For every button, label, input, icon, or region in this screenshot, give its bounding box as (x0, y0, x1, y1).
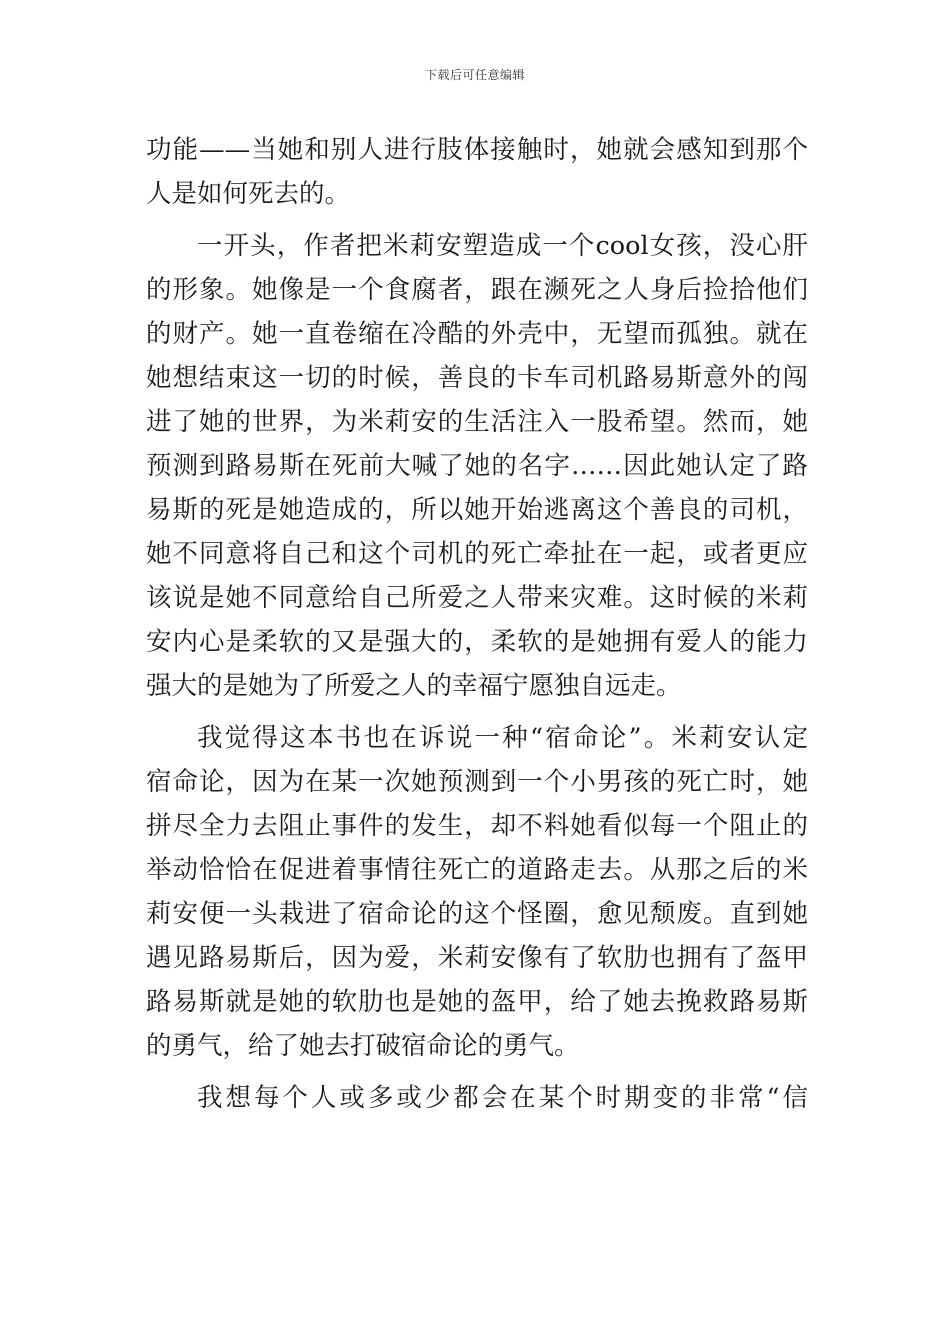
paragraph-3 (146, 716, 808, 1068)
text-line: 人是如何死去的。 (146, 179, 351, 209)
text-line: 一开头，作者把米莉安塑造成一个cool女孩，没心肝 (197, 231, 808, 261)
text-line: 我想每个人或多或少都会在某个时期变的非常“信 (197, 1083, 808, 1113)
text-line: 她不同意将自己和这个司机的死亡牵扯在一起，或者更应 (146, 539, 808, 569)
text-line: 路易斯就是她的软肋也是她的盔甲，给了她去挽救路易斯 (146, 987, 808, 1017)
text-line: 该说是她不同意给自己所爱之人带来灾难。这时候的米莉 (146, 583, 808, 613)
text-line: 举动恰恰在促进着事情往死亡的道路走去。从那之后的米 (146, 855, 808, 885)
text-line: 强大的是她为了所爱之人的幸福宁愿独自远走。 (146, 671, 682, 701)
text-line: 的形象。她像是一个食腐者，跟在濒死之人身后捡拾他们 (146, 275, 808, 305)
text-line: 遇见路易斯后，因为爱，米莉安像有了软肋也拥有了盔甲 (146, 943, 808, 973)
paragraph-2 (146, 224, 808, 708)
text-line: 预测到路易斯在死前大喊了她的名字……因此她认定了路 (146, 451, 808, 481)
text-line: 宿命论，因为在某一次她预测到一个小男孩的死亡时，她 (146, 767, 808, 797)
text-line: 进了她的世界，为米莉安的生活注入一股希望。然而，她 (146, 407, 808, 437)
document-body (146, 128, 808, 1120)
page-header: 下载后可任意编辑 (424, 68, 525, 82)
text-line: 功能——当她和别人进行肢体接触时，她就会感知到那个 (146, 135, 808, 165)
text-line: 我觉得这本书也在诉说一种“宿命论”。米莉安认定 (197, 723, 808, 753)
text-line: 拼尽全力去阻止事件的发生，却不料她看似每一个阻止的 (146, 811, 808, 841)
text-line: 莉安便一头栽进了宿命论的这个怪圈，愈见颓废。直到她 (146, 899, 808, 929)
text-line: 的勇气，给了她去打破宿命论的勇气。 (146, 1031, 580, 1061)
text-line: 的财产。她一直卷缩在冷酷的外壳中，无望而孤独。就在 (146, 319, 808, 349)
paragraph-4 (146, 1076, 808, 1120)
text-line: 易斯的死是她造成的，所以她开始逃离这个善良的司机， (146, 495, 808, 525)
text-line: 她想结束这一切的时候，善良的卡车司机路易斯意外的闯 (146, 363, 808, 393)
paragraph-1 (146, 128, 808, 216)
text-line: 安内心是柔软的又是强大的，柔软的是她拥有爱人的能力 (146, 627, 808, 657)
